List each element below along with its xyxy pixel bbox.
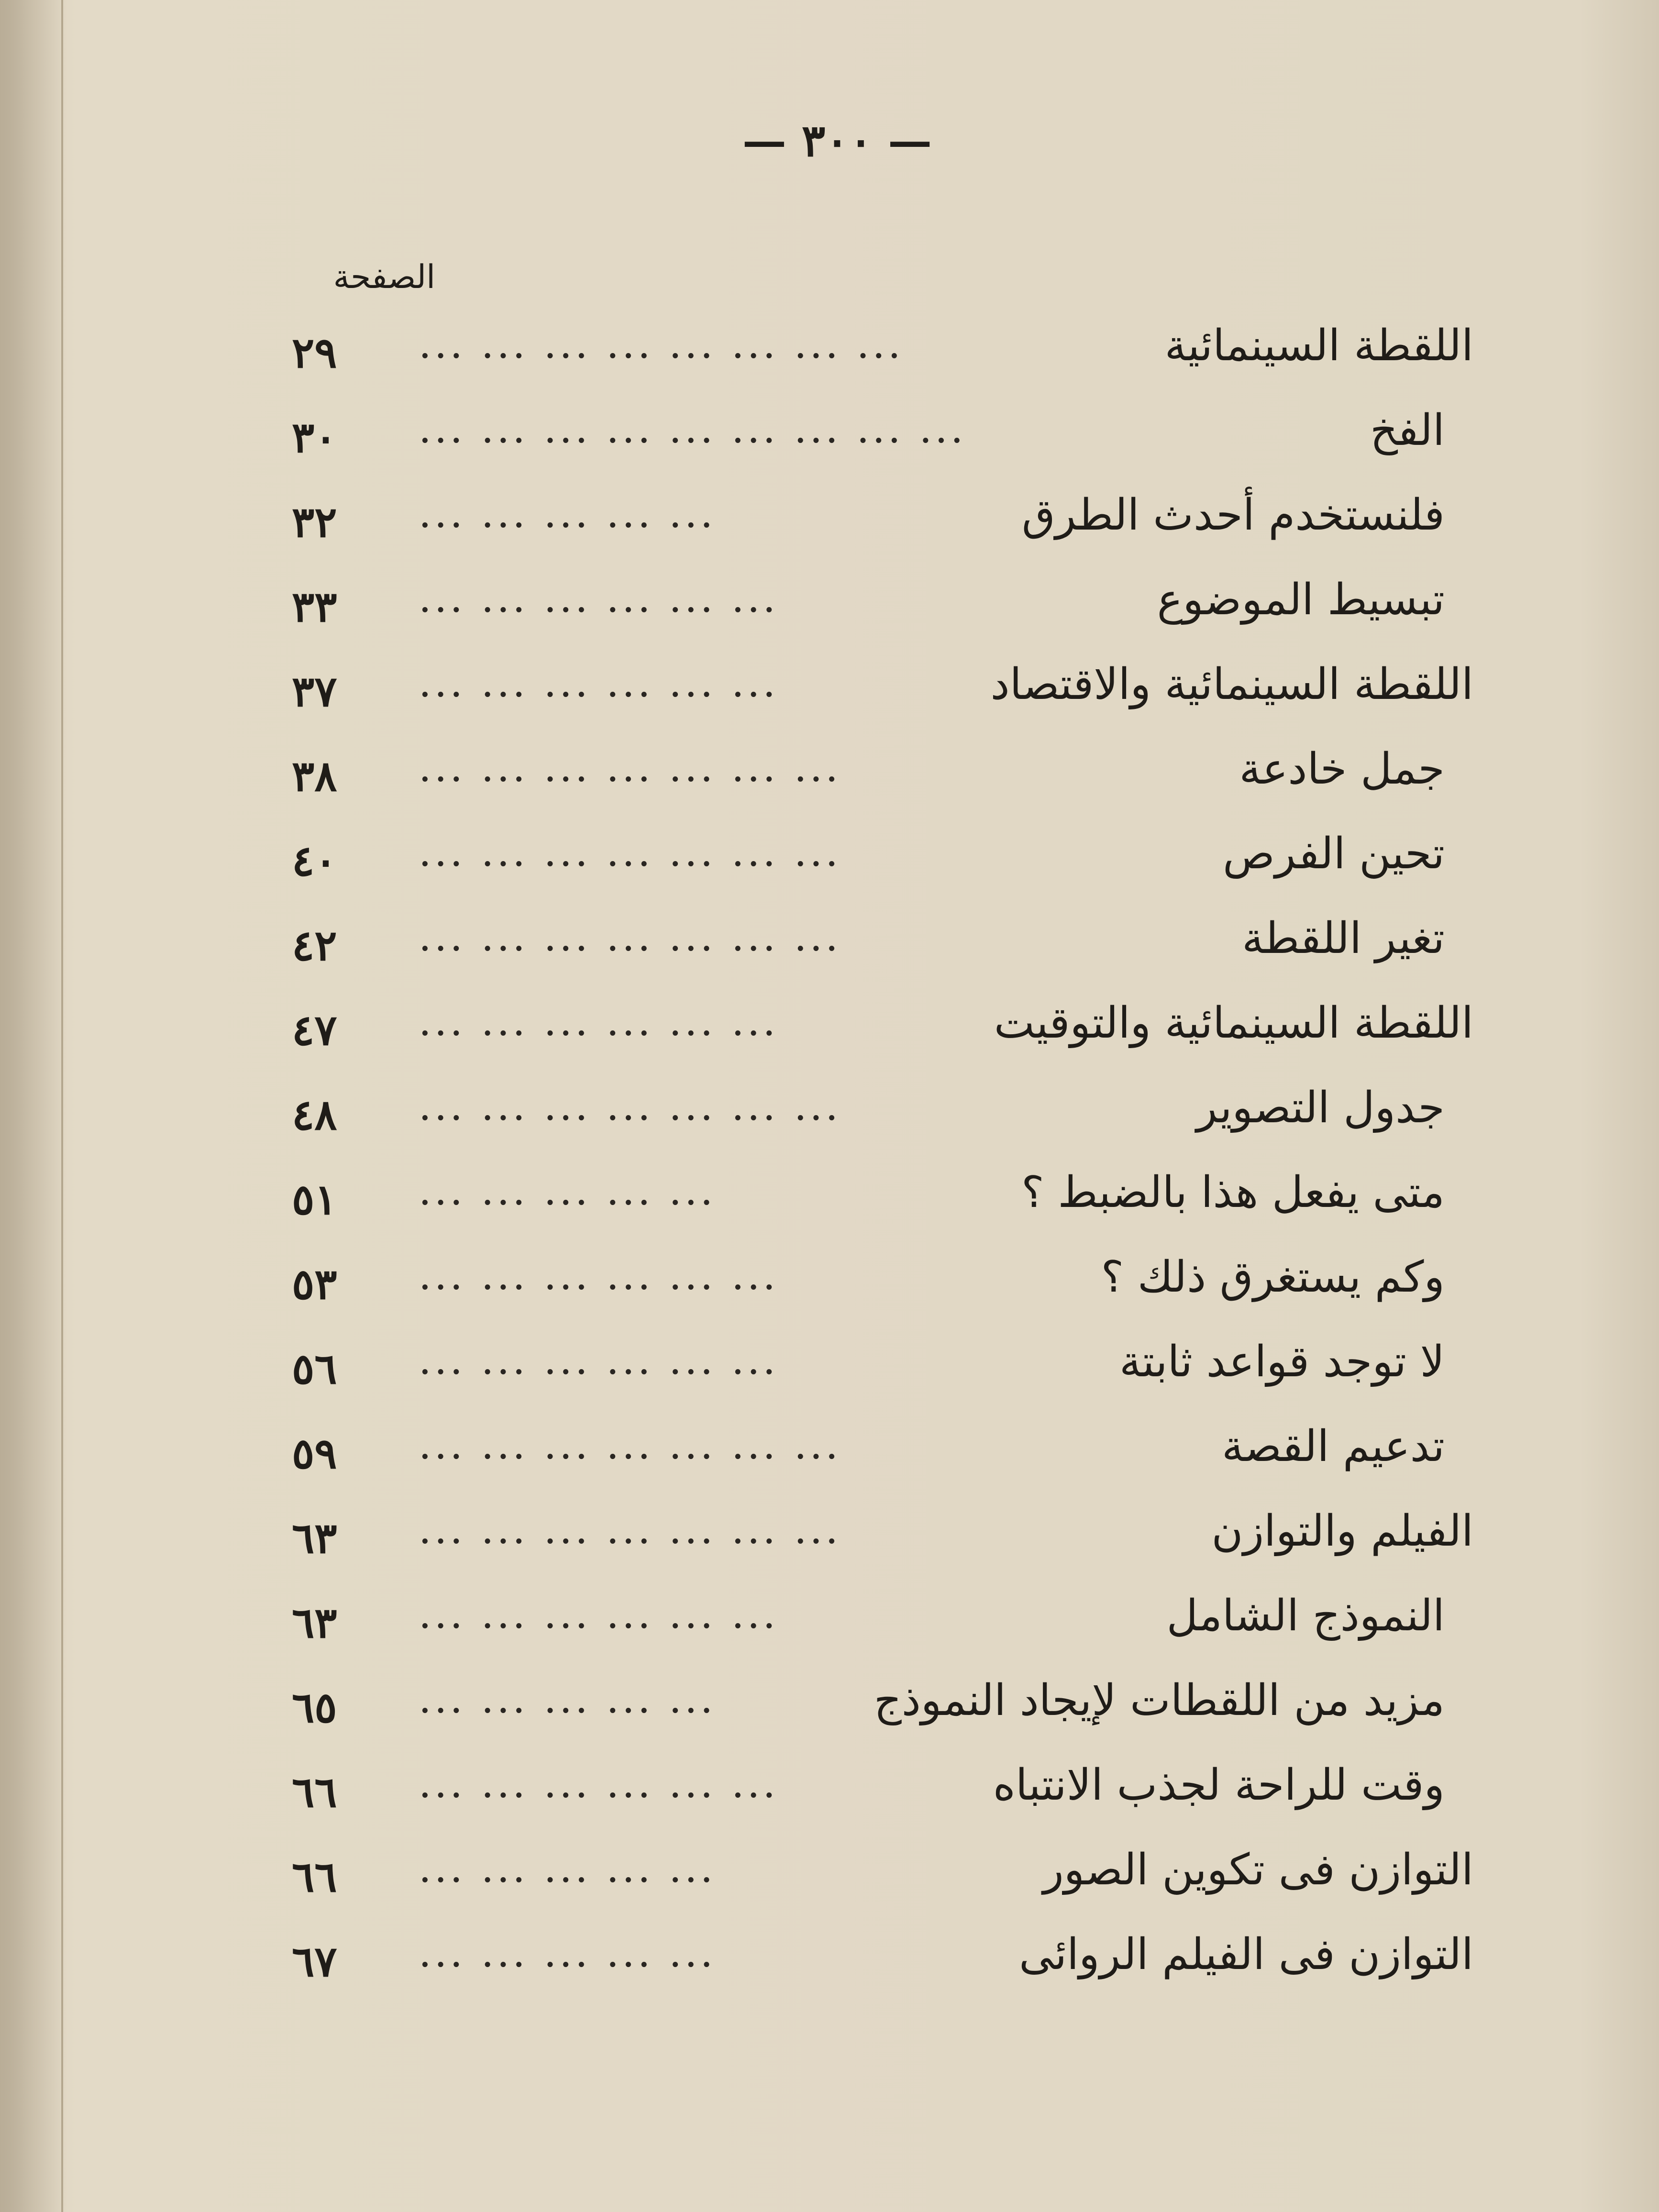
toc-entry-leader-dots: ... ... ... ... ... <box>419 490 716 537</box>
toc-entry-page-number: ٥٩ <box>292 1428 337 1478</box>
toc-entry-title: جدول التصوير <box>1196 1083 1445 1133</box>
toc-entry <box>292 1327 1473 1412</box>
toc-entry-page-number: ٦٣ <box>292 1598 337 1648</box>
toc-entry <box>292 734 1473 819</box>
toc-entry-title: اللقطة السينمائية والاقتصاد <box>990 659 1473 709</box>
toc-entry-leader-dots: ... ... ... ... ... ... <box>419 998 779 1045</box>
toc-entry-page-number: ٤٠ <box>292 836 337 885</box>
toc-entry <box>292 1581 1473 1666</box>
toc-entry <box>292 904 1473 988</box>
toc-entry-leader-dots: ... ... ... ... ... ... ... <box>419 913 841 960</box>
toc-entry <box>292 1920 1473 2004</box>
toc-entry-title: اللقطة السينمائية والتوقيت <box>994 998 1473 1048</box>
table-of-contents <box>292 311 1473 2004</box>
toc-entry <box>292 988 1473 1073</box>
toc-entry-title: تحين الفرص <box>1223 829 1445 879</box>
toc-entry-page-number: ٦٥ <box>292 1682 337 1732</box>
toc-entry-leader-dots: ... ... ... ... ... ... <box>419 1760 779 1807</box>
toc-entry-page-number: ٣٧ <box>292 666 337 716</box>
toc-entry-title: تبسيط الموضوع <box>1157 575 1445 625</box>
toc-entry-title: وكم يستغرق ذلك ؟ <box>1101 1252 1445 1302</box>
toc-entry-title: التوازن فى تكوين الصور <box>1043 1845 1473 1895</box>
toc-entry-title: الفيلم والتوازن <box>1211 1506 1473 1556</box>
toc-entry-leader-dots: ... ... ... ... ... <box>419 1845 716 1891</box>
toc-entry-title: متى يفعل هذا بالضبط ؟ <box>1021 1167 1445 1217</box>
page-gutter-line <box>61 0 63 2212</box>
toc-entry-leader-dots: ... ... ... ... ... <box>419 1675 716 1722</box>
toc-entry <box>292 480 1473 565</box>
toc-entry-title: وقت للراحة لجذب الانتباه <box>993 1760 1445 1810</box>
toc-entry <box>292 1835 1473 1920</box>
toc-entry-leader-dots: ... ... ... ... ... ... ... ... <box>419 321 904 367</box>
toc-entry-leader-dots: ... ... ... ... ... ... <box>419 1252 779 1299</box>
toc-entry-title: التوازن فى الفيلم الروائى <box>1019 1929 1473 1980</box>
toc-entry-leader-dots: ... ... ... ... ... ... <box>419 1337 779 1383</box>
toc-entry-page-number: ٥١ <box>292 1174 337 1224</box>
toc-entry <box>292 1412 1473 1496</box>
toc-entry-title: جمل خادعة <box>1239 744 1445 794</box>
toc-entry-title: تدعيم القصة <box>1222 1421 1445 1471</box>
toc-entry <box>292 1666 1473 1750</box>
toc-entry-leader-dots: ... ... ... ... ... ... ... <box>419 829 841 875</box>
toc-entry-page-number: ٦٦ <box>292 1852 337 1902</box>
toc-entry-leader-dots: ... ... ... ... ... <box>419 1929 716 1976</box>
toc-entry-page-number: ٦٦ <box>292 1767 337 1817</box>
toc-entry-page-number: ٣٣ <box>292 582 337 631</box>
toc-entry-leader-dots: ... ... ... ... ... ... ... <box>419 1421 841 1468</box>
toc-entry-page-number: ٤٧ <box>292 1005 337 1055</box>
toc-entry-page-number: ٣٠ <box>292 412 337 462</box>
toc-entry-title: الفخ <box>1370 405 1445 455</box>
toc-entry-title: النموذج الشامل <box>1166 1591 1445 1641</box>
toc-entry-page-number: ٣٨ <box>292 751 337 801</box>
toc-entry-page-number: ٢٩ <box>292 328 337 377</box>
toc-entry-leader-dots: ... ... ... ... ... ... ... ... ... <box>419 405 966 452</box>
toc-entry-title: لا توجد قواعد ثابتة <box>1119 1337 1445 1387</box>
page-number: — ٣٠٠ — <box>742 115 932 166</box>
toc-entry-title: اللقطة السينمائية <box>1164 321 1473 371</box>
toc-entry-page-number: ٥٦ <box>292 1344 337 1394</box>
toc-entry <box>292 1242 1473 1327</box>
toc-entry-page-number: ٥٣ <box>292 1259 337 1309</box>
toc-entry-page-number: ٤٢ <box>292 920 337 970</box>
toc-entry-title: تغير اللقطة <box>1242 913 1445 963</box>
toc-entry <box>292 311 1473 396</box>
toc-entry <box>292 1158 1473 1242</box>
toc-entry-title: مزيد من اللقطات لإيجاد النموذج <box>874 1675 1445 1725</box>
toc-entry-page-number: ٦٧ <box>292 1936 337 1986</box>
toc-entry-leader-dots: ... ... ... ... ... ... <box>419 659 779 706</box>
toc-entry-leader-dots: ... ... ... ... ... <box>419 1167 716 1214</box>
toc-entry <box>292 650 1473 734</box>
toc-entry <box>292 1496 1473 1581</box>
toc-entry-leader-dots: ... ... ... ... ... ... <box>419 575 779 621</box>
toc-entry-leader-dots: ... ... ... ... ... ... ... <box>419 1506 841 1553</box>
toc-entry-leader-dots: ... ... ... ... ... ... ... <box>419 1083 841 1129</box>
toc-entry-page-number: ٤٨ <box>292 1090 337 1139</box>
toc-entry-leader-dots: ... ... ... ... ... ... ... <box>419 744 841 791</box>
toc-entry <box>292 565 1473 650</box>
toc-entry-leader-dots: ... ... ... ... ... ... <box>419 1591 779 1637</box>
toc-entry <box>292 1073 1473 1158</box>
toc-entry <box>292 396 1473 480</box>
toc-entry <box>292 1750 1473 1835</box>
page-column-label: الصفحة <box>333 258 435 296</box>
page-gutter-shadow <box>0 0 67 2212</box>
toc-entry <box>292 819 1473 904</box>
toc-entry-title: فلنستخدم أحدث الطرق <box>1021 490 1445 540</box>
toc-entry-page-number: ٣٢ <box>292 497 337 547</box>
toc-entry-page-number: ٦٣ <box>292 1513 337 1563</box>
